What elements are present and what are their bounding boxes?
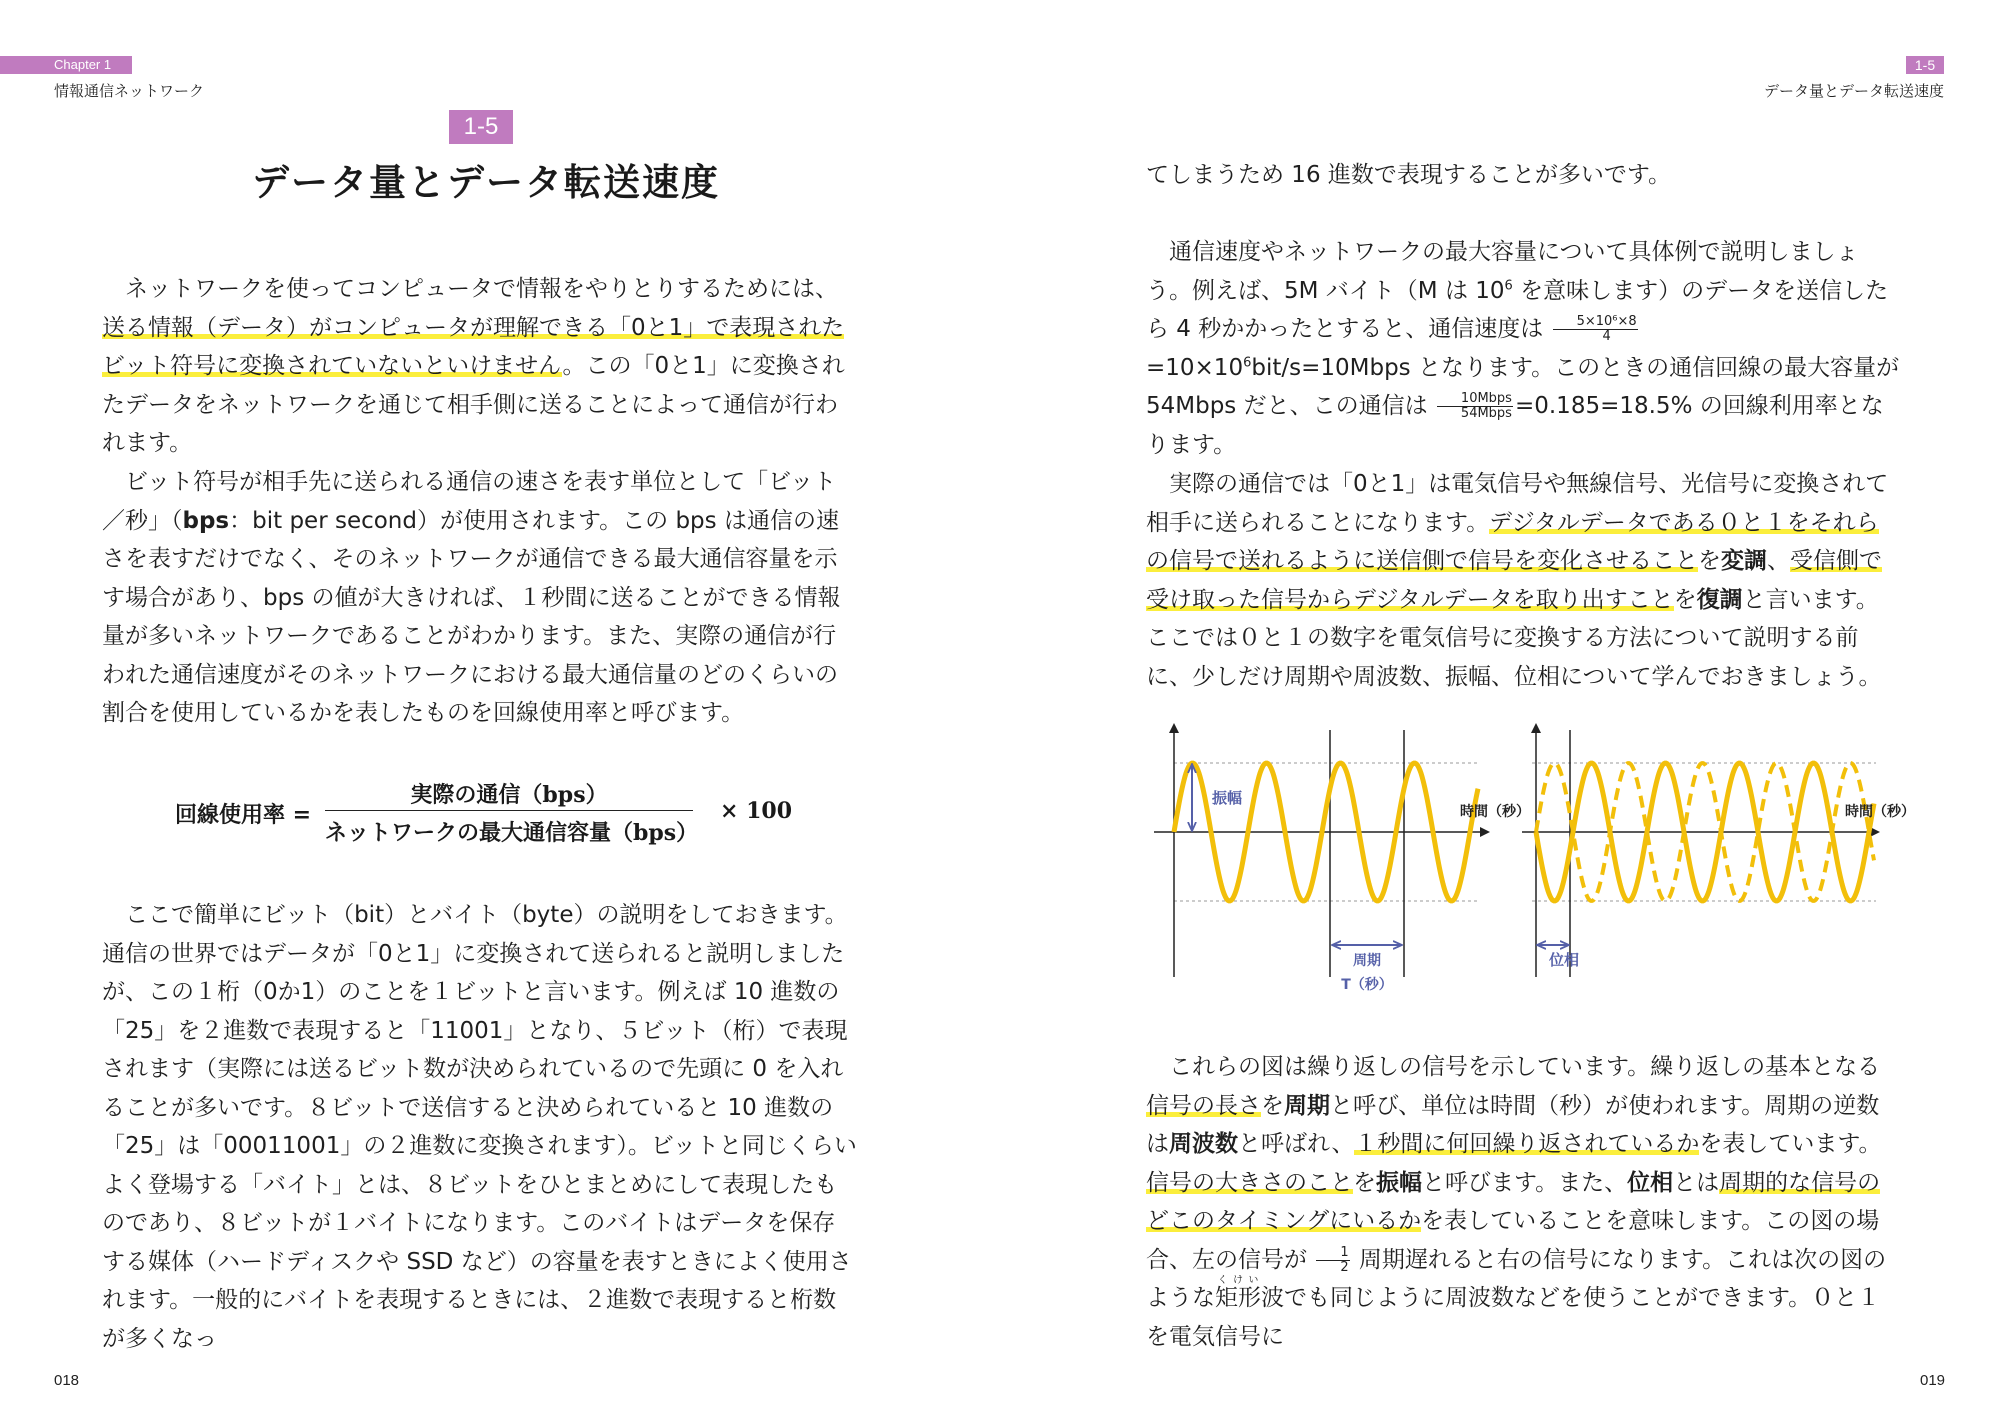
fraction-speed [1553, 315, 1638, 344]
p6-bold-period: 周期 [1284, 1092, 1330, 1119]
formula-denominator: ネットワークの最大通信容量（bps） [325, 820, 699, 846]
usage-rate-formula [175, 778, 815, 848]
formula-fraction-bar [325, 810, 693, 811]
p6-text-h: とは [1673, 1169, 1720, 1196]
p6-highlight-timing: 周期的な信号のどこのタイミングにいるか [1146, 1169, 1881, 1234]
page-number-left: 018 [54, 1372, 80, 1389]
paragraph-5 [1146, 465, 1900, 696]
p6-text-j: 周期遅れると右の信号になります。これは次の図のような [1146, 1246, 1887, 1311]
section-title: データ量とデータ転送速度 [252, 161, 720, 204]
paragraph-3 [102, 896, 858, 1358]
fraction-half [1316, 1246, 1349, 1275]
p4-superscript: 6 [1504, 277, 1513, 293]
formula-rhs: × 100 [720, 798, 793, 824]
p4-superscript-2: 6 [1243, 354, 1252, 370]
fraction-speed-den: 4 [1602, 329, 1611, 344]
p2-text: ビット符号が相手先に送られる通信の速さを表す単位として「ビット／秒」（ [102, 469, 837, 534]
p0-text: てしまうため 16 進数で表現することが多いです。 [1146, 162, 1672, 188]
period-unit-label: T（秒） [1341, 977, 1393, 993]
p4-text-e: =0.185=18.5% の回線利用率となります。 [1146, 393, 1884, 458]
section-badge: 1-5 [449, 110, 513, 144]
p1-text: ネットワークを使ってコンピュータで情報をやりとりするためには、 [125, 276, 838, 302]
p5-text-b: を [1698, 548, 1721, 574]
paragraph-1 [102, 270, 858, 463]
p6-bold-amplitude: 振幅 [1376, 1169, 1422, 1196]
paragraph-6 [1146, 1048, 1900, 1356]
p5-highlight-modulation: デジタルデータである０と１をそれらの信号で送れるように送信側で信号を変化させること [1146, 509, 1879, 574]
p6-bold-phase: 位相 [1627, 1169, 1674, 1196]
running-title-left: 情報通信ネットワーク [54, 82, 205, 100]
section-tab-right: 1-5 [1906, 56, 1944, 74]
fraction-rate [1437, 392, 1513, 421]
formula-lhs: 回線使用率 = [175, 802, 312, 828]
p1-highlight: 送る情報（データ）がコンピュータが理解できる「0と1」で表現されたビット符号に変換されていないといけません [102, 314, 845, 379]
fraction-half-num: 1 [1316, 1246, 1349, 1261]
p4-text-d: bit/s=10Mbps となります。このときの通信回線の最大容量が 54Mbps だと、この通信は [1146, 354, 1900, 419]
p6-text-k: 波でも同じように周波数などを使うことができます。０と１を電気信号に [1146, 1285, 1881, 1350]
p6-highlight-repeats: １秒間に何回繰り返されているか [1354, 1131, 1700, 1157]
p6-bold-frequency: 周波数 [1169, 1131, 1238, 1157]
p6-text-c: と呼び、単位は時間（秒）が使われます。周期の逆数は [1146, 1092, 1880, 1157]
p5-text: 実際の通信では「0と1」は電気信号や無線信号、光信号に変換されて相手に送られることになります。 [1146, 471, 1889, 536]
ruby-reading: くけい [1215, 1275, 1261, 1286]
paragraph-0 [1146, 156, 1900, 195]
page-number-right: 019 [1920, 1372, 1946, 1389]
chapter-tab: Chapter 1 [0, 56, 132, 74]
p6-text-i: を表していることを意味します。この図の場合、左の信号が [1146, 1208, 1880, 1273]
p5-bold-demodulation: 復調 [1696, 586, 1743, 613]
fraction-speed-num: 5×10⁶×8 [1553, 315, 1638, 330]
p5-text-c: 、 [1767, 548, 1790, 574]
paragraph-4 [1146, 233, 1900, 464]
p4-text-c: =10×10 [1146, 354, 1244, 381]
fraction-half-den: 2 [1340, 1259, 1349, 1275]
right-wave-graph [1522, 725, 1915, 977]
amplitude-label: 振幅 [1212, 789, 1243, 807]
p5-text-e: と言います。ここでは０と１の数字を電気信号に変換する方法について説明する前に、少しだけ周期や周波数、振幅、位相について学んでおきましょう。 [1146, 586, 1882, 690]
p6-text-f: を [1353, 1169, 1376, 1196]
time-axis-label-left: 時間（秒） [1460, 804, 1530, 820]
formula-numerator: 実際の通信（bps） [410, 782, 608, 808]
p2-bold-bps: bps [182, 507, 230, 534]
time-axis-label-right: 時間（秒） [1845, 804, 1915, 820]
wave-figure [1140, 715, 1915, 1015]
p1-text-end: 。この「0と1」に変換されたデータをネットワークを通じて相手側に送ることによって通信が行われます。 [102, 353, 845, 456]
left-wave-graph [1154, 725, 1530, 993]
phase-label: 位相 [1548, 951, 1580, 969]
p6-text-d: と呼ばれ、 [1238, 1131, 1355, 1157]
p6-text-g: と呼びます。また、 [1422, 1169, 1628, 1196]
ruby-kukei [1215, 1275, 1261, 1311]
p6-highlight-magnitude: 信号の大きさのこと [1146, 1169, 1353, 1196]
p4-text-b: を意味します）のデータを送信したら 4 秒かかったとすると、通信速度は [1146, 277, 1889, 342]
p6-highlight-signal-length: 信号の長さ [1146, 1092, 1261, 1119]
period-label: 周期 [1353, 953, 1381, 969]
paragraph-2 [102, 463, 858, 733]
fraction-rate-den: 54Mbps [1460, 406, 1512, 421]
p5-bold-modulation: 変調 [1721, 548, 1767, 574]
p2-text-end: ：bit per second）が使用されます。この bps は通信の速さを表すだけでなく、そのネットワークが通信できる最大通信容量を示す場合があり、bps の値が大きければ、１秒間に送ることができる情報量が多いネットワークであることがわかります。また、実際の通信が行われた通信速度がそのネットワークにおける最大通信量のどのくらいの割合を使用しているかを表したものを回線使用率と呼びます。 [102, 507, 841, 726]
ruby-base: 矩形 [1215, 1285, 1261, 1311]
p4-text: 通信速度やネットワークの最大容量について具体例で説明しましょう。例えば、5M バイト（M は 10 [1146, 239, 1859, 304]
p5-text-d: を [1673, 586, 1697, 613]
p6-text: これらの図は繰り返しの信号を示しています。繰り返しの基本となる [1169, 1054, 1881, 1080]
running-title-right: データ量とデータ転送速度 [1763, 82, 1944, 100]
p5-highlight-demodulation: 受信側で受け取った信号からデジタルデータを取り出すこと [1146, 548, 1882, 613]
p6-text-b: を [1261, 1092, 1284, 1119]
fraction-rate-num: 10Mbps [1437, 392, 1513, 407]
p6-text-e: を表しています。 [1699, 1131, 1882, 1157]
p3-text: ここで簡単にビット（bit）とバイト（byte）の説明をしておきます。通信の世界ではデータが「0と1」に変換されて送られると説明しましたが、この１桁（0か1）のことを１ビットと言います。例えば 10 進数の「25」を２進数で表現すると「11001」となり、５ビット（桁）で表現されます（実際には送るビット数が決められているので先頭に 0 を入れることが多いです。８ビットで送信すると決められていると 10 進数の「25」は「00011001」の２進数に変換されます）。ビットと同じくらいよく登場する「バイト」とは、８ビットをひとまとめにして表現したものであり、８ビットが１バイトになります。このバイトはデータを保存する媒体（ハードディスクや SSD など）の容量を表すときによく使用されます。一般的にバイトを表現するときには、２進数で表現すると桁数が多くなっ [102, 902, 857, 1352]
